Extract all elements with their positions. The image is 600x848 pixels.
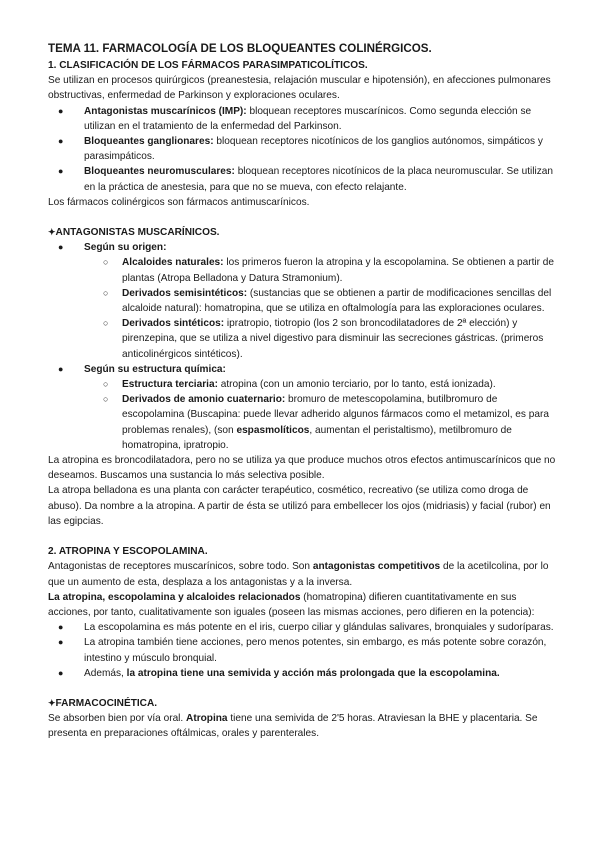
document-title: TEMA 11. FARMACOLOGÍA DE LOS BLOQUEANTES COLINÉRGICOS. xyxy=(48,42,432,55)
circle-marker: ○ xyxy=(103,394,109,405)
term: Antagonistas muscarínicos (IMP): xyxy=(84,105,247,117)
paragraph xyxy=(48,559,558,589)
section-3-heading: 2. ATROPINA Y ESCOPOLAMINA. xyxy=(48,546,208,558)
heading-text: FARMACOCINÉTICA. xyxy=(55,697,158,709)
term: Bloqueantes neuromusculares: xyxy=(84,166,235,178)
text: La escopolamina es más potente en el iris, cuerpo ciliar y glándulas salivares, bronquiales y sudoríparas. xyxy=(84,622,554,634)
bullet-marker: ● xyxy=(58,637,64,648)
bullet-marker: ● xyxy=(58,363,64,374)
emphasis: antagonistas competitivos xyxy=(312,561,441,573)
text: La atropina también tiene acciones, pero menos potentes, sin embargo, es más potente sobre corazón, intestino y músculo bronquial. xyxy=(84,637,547,664)
sub-list-item xyxy=(48,286,558,316)
text: Se absorben bien por vía oral. xyxy=(48,713,187,725)
definition: los primeros fueron la atropina y la escopolamina. Se obtienen a partir de plantas (Atropa Belladona y Datura Stramonium). xyxy=(122,257,555,284)
star-icon: ✦ xyxy=(48,697,56,708)
text: Antagonistas de receptores muscarínicos, sobre todo. Son xyxy=(48,561,313,573)
text: de la acetilcolina, por lo que un aumento de esta, desplaza a los antagonistas y a la inversa. xyxy=(48,561,549,588)
bullet-marker: ● xyxy=(58,622,64,633)
spacer xyxy=(48,529,558,544)
term: Derivados semisintéticos: xyxy=(122,287,248,299)
list-item xyxy=(48,104,558,134)
circle-marker: ○ xyxy=(103,379,109,390)
definition: ipratropio, tiotropio (los 2 son broncodilatadores de 2ª elección) y pirenzepina, que se utiliza a nivel digestivo para disminuir las secreciones gástricas. (primeros anticolinérgicos sintéticos). xyxy=(122,318,544,360)
circle-marker: ○ xyxy=(103,287,109,298)
section-4-heading xyxy=(48,696,558,711)
document-page xyxy=(48,42,558,742)
list-item xyxy=(48,620,558,635)
list-item-origin xyxy=(48,240,558,255)
section-1-outro: Los fármacos colinérgicos son fármacos antimuscarínicos. xyxy=(48,196,310,208)
emphasis: La atropina, escopolamina y alcaloides relacionados xyxy=(48,591,301,603)
paragraph: La atropa belladona es una planta con carácter terapéutico, cosmético, recreativo (se utiliza como droga de abuso). Da nombre a la atropina. A partir de ésta se utilizó para embellecer los ojos (midriasis) y facial (rubor) en las egipcias. xyxy=(48,485,551,527)
emphasis: Atropina xyxy=(186,713,228,725)
definition-cont: , aumentan el peristaltismo), metilbromuro de homatropina, ipratropio. xyxy=(122,424,512,451)
heading-text: ANTAGONISTAS MUSCARÍNICOS. xyxy=(55,227,220,239)
definition: bloquean receptores muscarínicos. Como segunda elección se utilizan en el tratamiento de la enfermedad del Parkinson. xyxy=(84,105,532,132)
bullet-marker: ● xyxy=(58,105,64,116)
circle-marker: ○ xyxy=(103,257,109,268)
sub-list-item xyxy=(48,255,558,285)
definition: atropina (con un amonio terciario, por lo tanto, está ionizada). xyxy=(217,379,496,391)
text: tiene una semivida de 2'5 horas. Atraviesan la BHE y placentaria. Se presenta en preparaciones oftálmicas, orales y parenterales. xyxy=(48,713,538,740)
bullet-marker: ● xyxy=(58,166,64,177)
group-label: Según su estructura química: xyxy=(84,363,226,375)
definition: (sustancias que se obtienen a partir de modificaciones sencillas del alcaloide natural): homatropina, que se utiliza en oftalmología para las exploraciones oculares. xyxy=(122,287,552,315)
section-1-heading: 1. CLASIFICACIÓN DE LOS FÁRMACOS PARASIMPATICOLÍTICOS. xyxy=(48,60,368,71)
sub-list-item xyxy=(48,316,558,362)
section-2-heading xyxy=(48,225,558,240)
paragraph: La atropina es broncodilatadora, pero no se utiliza ya que produce muchos otros efectos antimuscarínicos que no deseamos. Buscamos una sustancia lo más selectiva posible. xyxy=(48,455,556,482)
text: Además, xyxy=(84,667,127,679)
term: Derivados de amonio cuaternario: xyxy=(122,394,286,406)
list-item xyxy=(48,164,558,194)
sub-list-item xyxy=(48,392,558,453)
list-item xyxy=(48,134,558,164)
classification-list xyxy=(48,104,558,195)
term: Derivados sintéticos: xyxy=(122,318,225,330)
text: (homatropina) difieren cuantitativamente en sus acciones, por tanto, cualitativamente son iguales (poseen las mismas acciones, pero difieren en la potencia): xyxy=(48,591,535,618)
star-icon: ✦ xyxy=(48,227,56,238)
emphasis: la atropina tiene una semivida y acción más prolongada que la escopolamina. xyxy=(126,667,500,679)
list-item xyxy=(48,666,558,681)
section-1-intro: Se utilizan en procesos quirúrgicos (preanestesia, relajación muscular e hipotensión), en afecciones pulmonares obstructivas, enfermedad de Parkinson y exploraciones oculares. xyxy=(48,75,551,102)
bullet-marker: ● xyxy=(58,667,64,678)
emphasis: espasmolíticos xyxy=(236,424,310,436)
definition: bromuro de metescopolamina, butilbromuro de escopolamina (Buscapina: puede llevar adherido algunos fármacos como el metamizol, es para problemas renales), (son xyxy=(122,394,549,436)
spacer xyxy=(48,681,558,696)
definition: bloquean receptores nicotínicos de los ganglios autónomos, simpáticos y parasimpáticos. xyxy=(84,136,543,163)
group-label: Según su origen: xyxy=(84,242,167,254)
definition: bloquean receptores nicotínicos de la placa neuromuscular. Se utilizan en la práctica de anestesia, para que no se mueva, con efecto relajante. xyxy=(84,166,554,193)
sub-list-item xyxy=(48,377,558,392)
list-item-structure xyxy=(48,362,558,377)
paragraph xyxy=(48,590,558,620)
circle-marker: ○ xyxy=(103,318,109,329)
bullet-marker: ● xyxy=(58,136,64,147)
bullet-marker: ● xyxy=(58,242,64,253)
term: Bloqueantes ganglionares: xyxy=(84,136,214,148)
potency-list xyxy=(48,620,558,681)
list-item xyxy=(48,635,558,665)
paragraph xyxy=(48,711,558,741)
term: Alcaloides naturales: xyxy=(122,257,224,269)
term: Estructura terciaria: xyxy=(122,379,218,391)
antagonists-list xyxy=(48,240,558,453)
spacer xyxy=(48,210,558,225)
